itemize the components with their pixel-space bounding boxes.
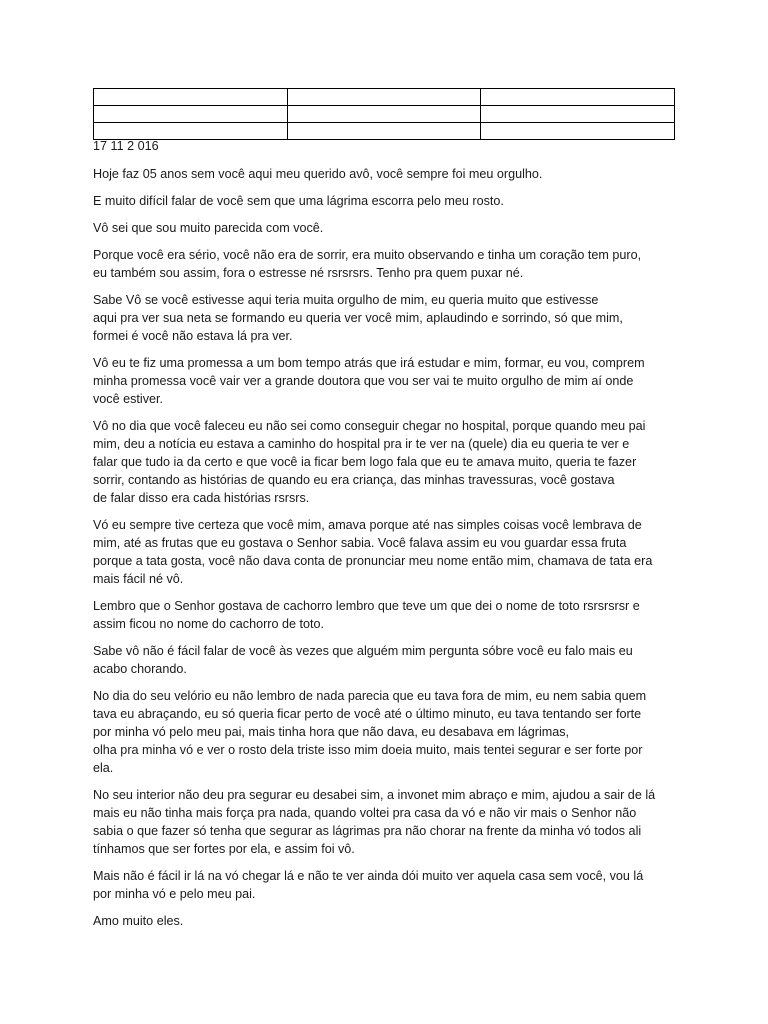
paragraph: [93, 516, 683, 588]
table-cell: [481, 89, 675, 106]
paragraph: [93, 597, 683, 633]
paragraph-line: Amo muito eles.: [93, 914, 184, 928]
paragraph: [93, 642, 683, 678]
paragraph-line: Vô eu te fiz uma promessa a um bom tempo atrás que irá estudar e mim, formar, eu vou, comprem: [93, 356, 645, 370]
header-table-body: [94, 89, 675, 140]
paragraph: [93, 786, 683, 858]
table-cell: [287, 106, 481, 123]
table-cell: [94, 106, 288, 123]
paragraph-line: Sabe Vô se você estivesse aqui teria muita orgulho de mim, eu queria muito que estivesse: [93, 293, 599, 307]
header-table: [93, 88, 675, 140]
paragraph-line: Hoje faz 05 anos sem você aqui meu querido avô, você sempre foi meu orgulho.: [93, 167, 543, 181]
paragraph-line: formei é você não estava lá pra ver.: [93, 329, 293, 343]
paragraph-line: Vô sei que sou muito parecida com você.: [93, 221, 324, 235]
paragraph: [93, 192, 683, 210]
paragraph-line: mim, até as frutas que eu gostava o Senhor sabia. Você falava assim eu vou guardar essa fruta: [93, 536, 627, 550]
paragraph-line: Vô no dia que você faleceu eu não sei como conseguir chegar no hospital, porque quando meu pai: [93, 419, 646, 433]
paragraph-line: Sabe vô não é fácil falar de você às vezes que alguém mim pergunta sóbre você eu falo mais eu: [93, 644, 633, 658]
paragraph: [93, 246, 683, 282]
paragraph: [93, 354, 683, 408]
paragraph-line: sabia o que fazer só tenha que segurar as lágrimas pra não chorar na frente da minha vó todos ali: [93, 824, 642, 838]
paragraph: [93, 291, 683, 345]
paragraph: [93, 912, 683, 930]
paragraph-line: por minha vó pelo meu pai, mais tinha hora que não dava, eu desabava em lágrimas,: [93, 725, 570, 739]
paragraph-line: tínhamos que ser fortes por ela, e assim foi vô.: [93, 842, 355, 856]
paragraph-line: porque a tata gosta, você não dava conta de pronunciar meu nome então mim, chamava de tata era: [93, 554, 653, 568]
paragraph-line: Mais não é fácil ir lá na vó chegar lá e não te ver ainda dói muito ver aquela casa sem você, vou lá: [93, 869, 644, 883]
paragraph-line: aqui pra ver sua neta se formando eu queria ver você mim, aplaudindo e sorrindo, só que mim,: [93, 311, 623, 325]
paragraph-line: No seu interior não deu pra segurar eu desabei sim, a invonet mim abraço e mim, ajudou a sair de lá: [93, 788, 656, 802]
paragraph-line: ela.: [93, 761, 114, 775]
paragraph-line: por minha vó e pelo meu pai.: [93, 887, 256, 901]
paragraph-line: mais eu não tinha mais força pra nada, quando voltei pra casa da vó e não vir mais o Senhor não: [93, 806, 637, 820]
table-cell: [287, 89, 481, 106]
paragraph-line: tava eu abraçando, eu só queria ficar perto de você até o último minuto, eu tava tentando ser forte: [93, 707, 642, 721]
paragraph: [93, 417, 683, 507]
letter-body: [93, 137, 683, 939]
paragraph-line: Lembro que o Senhor gostava de cachorro lembro que teve um que dei o nome de toto rsrsrsrsr e: [93, 599, 640, 613]
paragraph-line: assim ficou no nome do cachorro de toto.: [93, 617, 325, 631]
paragraph: [93, 687, 683, 777]
letter-date: 17 11 2 016: [93, 139, 159, 153]
paragraph-line: olha pra minha vó e ver o rosto dela triste isso mim doeia muito, mais tentei segurar e ser forte por: [93, 743, 643, 757]
paragraph-line: Porque você era sério, você não era de sorrir, era muito observando e tinha um coração tem puro,: [93, 248, 642, 262]
paragraph-line: mais fácil né vô.: [93, 572, 184, 586]
paragraph: [93, 219, 683, 237]
paragraph-line: eu também sou assim, fora o estresse né rsrsrsrs. Tenho pra quem puxar né.: [93, 266, 524, 280]
paragraph-line: você estiver.: [93, 392, 163, 406]
table-row: [94, 106, 675, 123]
paragraph-list: [93, 165, 683, 930]
paragraph-line: sorrir, contando as histórias de quando eu era criança, das minhas travessuras, você gostava: [93, 473, 615, 487]
table-cell: [481, 106, 675, 123]
paragraph-line: acabo chorando.: [93, 662, 187, 676]
table-row: [94, 89, 675, 106]
paragraph-line: minha promessa você vair ver a grande doutora que vou ser vai te muito orgulho de mim aí onde: [93, 374, 634, 388]
paragraph-line: Vó eu sempre tive certeza que você mim, amava porque até nas simples coisas você lembrava de: [93, 518, 642, 532]
paragraph-line: E muito difícil falar de você sem que uma lágrima escorra pelo meu rosto.: [93, 194, 504, 208]
paragraph-line: mim, deu a notícia eu estava a caminho do hospital pra ir te ver na (quele) dia eu queria te ver e: [93, 437, 630, 451]
paragraph: [93, 165, 683, 183]
paragraph: [93, 867, 683, 903]
paragraph-line: No dia do seu velório eu não lembro de nada parecia que eu tava fora de mim, eu nem sabia quem: [93, 689, 647, 703]
paragraph-line: falar que tudo ia da certo e que você ia ficar bem logo fala que eu te amava muito, queria te fazer: [93, 455, 637, 469]
paragraph-line: de falar disso era cada histórias rsrsrs.: [93, 491, 310, 505]
table-cell: [94, 89, 288, 106]
